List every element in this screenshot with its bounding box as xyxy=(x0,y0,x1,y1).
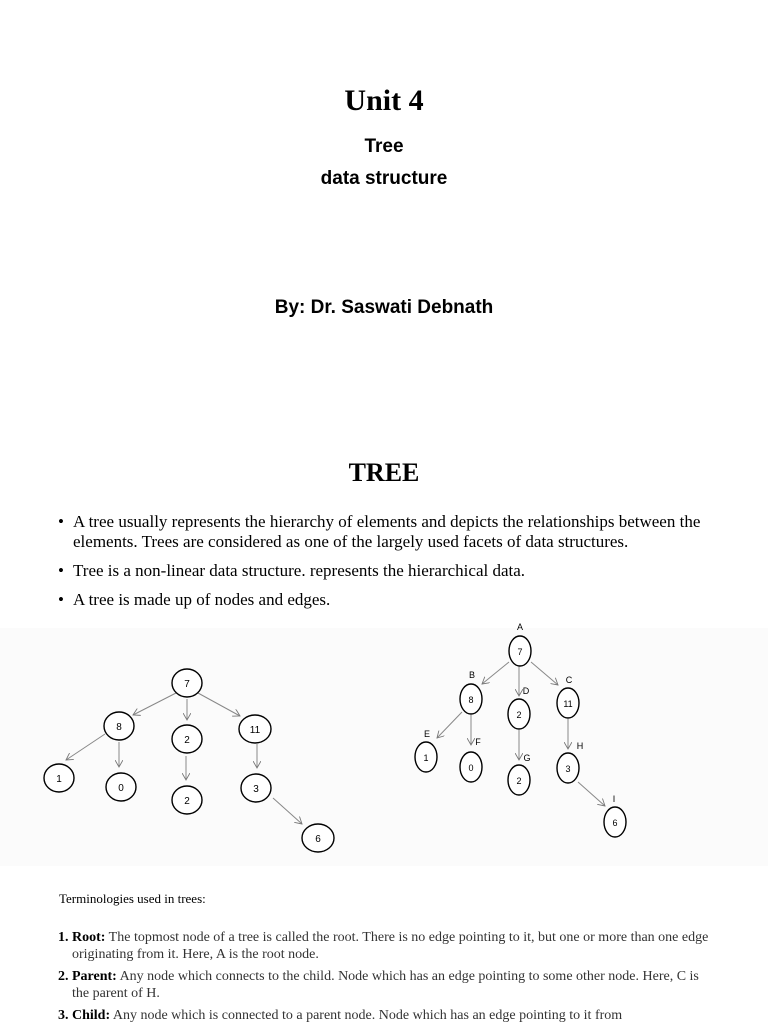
unit-title: Unit 4 xyxy=(344,84,424,117)
tree-edge xyxy=(133,693,176,715)
node-letter: E xyxy=(423,729,431,739)
bullet-item xyxy=(58,590,728,610)
subtitle-tree: Tree xyxy=(364,136,404,157)
right-tree xyxy=(415,622,626,837)
node-value: 1 xyxy=(423,753,429,763)
tree-edge xyxy=(531,662,558,685)
term-child: Child: xyxy=(72,1008,111,1023)
tree-edge xyxy=(482,662,509,684)
terminology-list xyxy=(58,929,718,1029)
subtitle-data-structure: data structure xyxy=(320,168,448,189)
terminology-item xyxy=(58,929,718,963)
node-value: 3 xyxy=(253,784,259,795)
term-definition: The topmost node of a tree is called the root. There is no edge pointing to it, but one or more than one edge originating from it. Here, A is the root node. xyxy=(72,930,709,962)
node-value: 2 xyxy=(184,796,190,807)
node-value: 0 xyxy=(468,763,474,773)
item-number: 1. xyxy=(58,930,69,945)
tree-edge xyxy=(578,782,605,806)
node-value: 6 xyxy=(315,834,321,845)
bullet-icon: • xyxy=(58,561,64,580)
node-value: 7 xyxy=(184,679,190,690)
node-value: 1 xyxy=(56,774,62,785)
node-value: 0 xyxy=(118,783,124,794)
node-value: 7 xyxy=(517,647,523,657)
bullet-text: A tree usually represents the hierarchy of elements and depicts the relationships between the elements. Trees are considered as one of the largely used facets of data structures. xyxy=(73,512,701,551)
term-root: Root: xyxy=(72,930,106,945)
node-value: 2 xyxy=(516,710,522,720)
tree-diagrams xyxy=(0,612,768,872)
node-value: 2 xyxy=(184,735,190,746)
node-letter: F xyxy=(475,737,481,747)
tree-edge xyxy=(66,734,105,760)
bullet-icon: • xyxy=(58,590,64,609)
node-letter: D xyxy=(522,686,530,696)
terminology-intro: Terminologies used in trees: xyxy=(59,891,206,906)
left-tree xyxy=(44,669,334,852)
node-value: 6 xyxy=(612,818,618,828)
node-letter: B xyxy=(468,670,476,680)
terminology-item xyxy=(58,968,718,1002)
node-value: 2 xyxy=(516,776,522,786)
node-value: 3 xyxy=(565,764,571,774)
node-value: 11 xyxy=(563,699,573,709)
item-number: 2. xyxy=(58,969,69,984)
tree-edge xyxy=(198,693,240,716)
node-letter: G xyxy=(523,753,531,763)
node-value: 11 xyxy=(249,725,261,736)
bullet-text: A tree is made up of nodes and edges. xyxy=(73,590,331,609)
tree-edge xyxy=(437,712,462,738)
node-letter: I xyxy=(612,794,616,804)
bullet-item xyxy=(58,561,728,581)
term-definition: Any node which connects to the child. Node which has an edge pointing to some other node. Here, C is the parent of H. xyxy=(72,969,699,1001)
bullet-item xyxy=(58,512,728,552)
tree-edge xyxy=(273,798,302,824)
terminology-item xyxy=(58,1007,718,1024)
term-parent: Parent: xyxy=(72,969,117,984)
node-value: 8 xyxy=(468,695,474,705)
bullet-list xyxy=(58,512,728,619)
term-definition: Any node which is connected to a parent node. Node which has an edge pointing to it from xyxy=(110,1008,623,1023)
item-number: 3. xyxy=(58,1008,69,1023)
author-line: By: Dr. Saswati Debnath xyxy=(274,297,494,318)
node-value: 8 xyxy=(116,722,122,733)
bullet-icon: • xyxy=(58,512,64,531)
node-letter: A xyxy=(516,622,524,632)
section-heading: TREE xyxy=(348,458,420,487)
node-letter: C xyxy=(565,675,573,685)
node-letter: H xyxy=(576,741,584,751)
bullet-text: Tree is a non-linear data structure. represents the hierarchical data. xyxy=(73,561,526,580)
